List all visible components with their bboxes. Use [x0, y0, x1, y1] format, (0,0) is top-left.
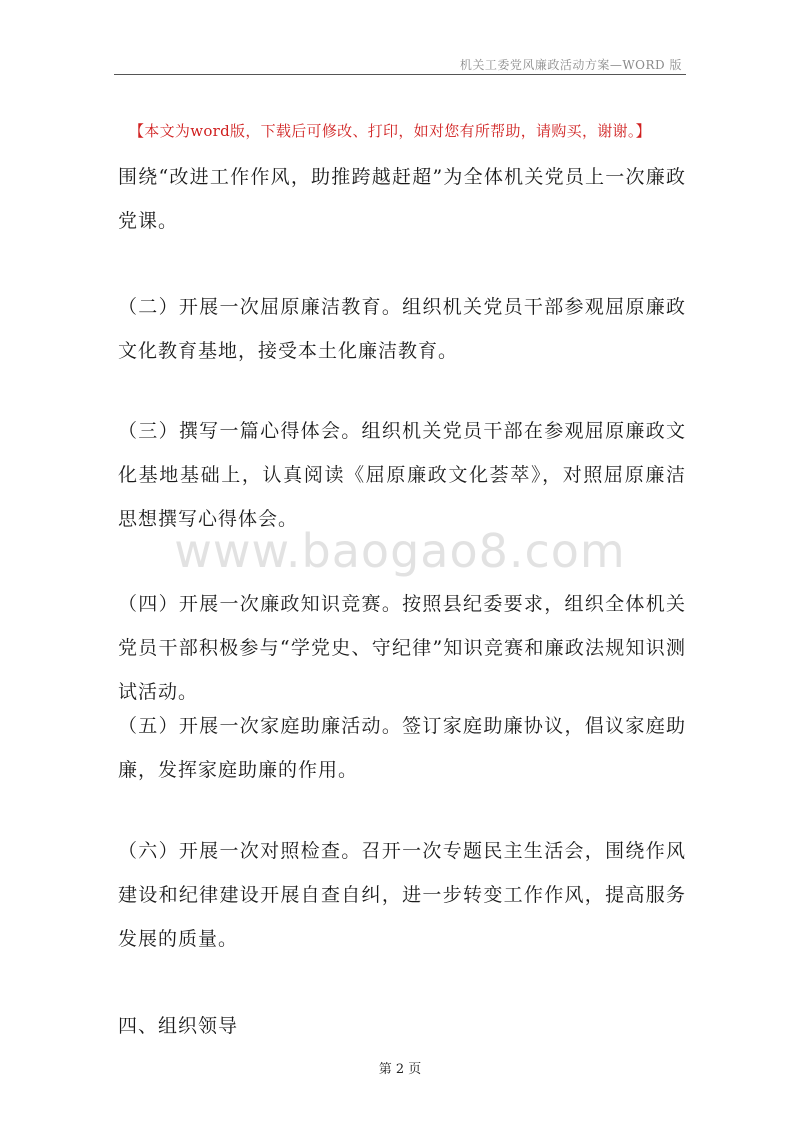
watermark: www.baogao8.com [174, 524, 626, 578]
paragraph-item-3: （三）撰写一篇心得体会。组织机关党员干部在参观屈原廉政文化基地基础上，认真阅读《屈原廉政文化荟萃》，对照屈原廉洁思想撰写心得体会。 [118, 420, 686, 530]
paragraph-party-lecture: 围绕“改进工作作风，助推跨越赶超”为全体机关党员上一次廉政党课。 [118, 166, 686, 232]
section-heading: 四、组织领导 [118, 1015, 239, 1037]
document-header-title: 机关工委党风廉政活动方案—WORD 版 [459, 58, 682, 72]
page-number: 第 2 页 [378, 1062, 422, 1077]
purchase-notice: 【本文为word版，下载后可修改、打印，如对您有所帮助，请购买，谢谢。】 [129, 122, 651, 140]
header-divider [114, 74, 686, 75]
paragraph-item-6: （六）开展一次对照检查。召开一次专题民主生活会，围绕作风建设和纪律建设开展自查自纠，进一步转变工作作风，提高服务发展的质量。 [118, 840, 686, 950]
paragraph-item-4: （四）开展一次廉政知识竞赛。按照县纪委要求，组织全体机关党员干部积极参与“学党史、守纪律”知识竞赛和廉政法规知识测试活动。 [118, 593, 686, 703]
paragraph-item-5: （五）开展一次家庭助廉活动。签订家庭助廉协议，倡议家庭助廉，发挥家庭助廉的作用。 [118, 715, 686, 781]
paragraph-item-2: （二）开展一次屈原廉洁教育。组织机关党员干部参观屈原廉政文化教育基地，接受本土化廉洁教育。 [118, 296, 686, 362]
